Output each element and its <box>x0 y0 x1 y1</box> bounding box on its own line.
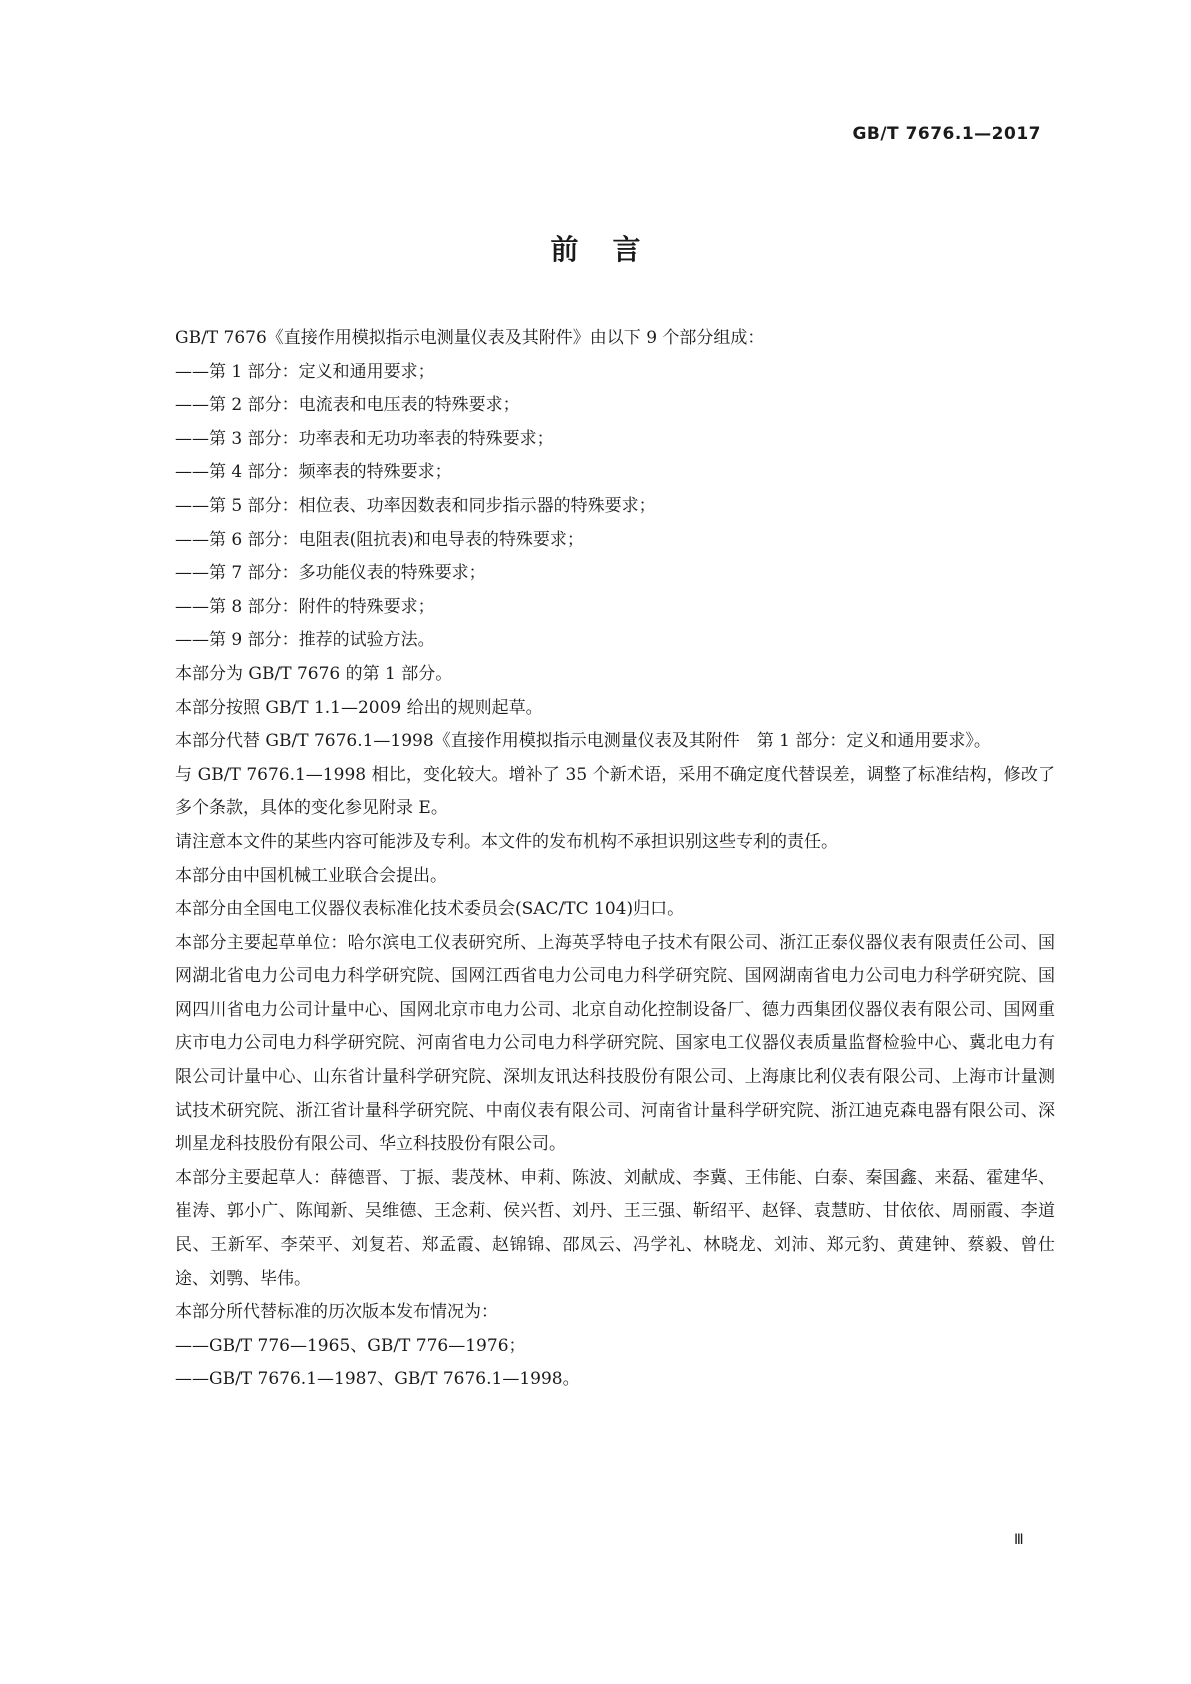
list-item-part-2: ——第 2 部分：电流表和电压表的特殊要求； <box>175 395 520 416</box>
page-title: 前言 <box>550 233 675 266</box>
list-item-part-4: ——第 4 部分：频率表的特殊要求； <box>175 462 452 483</box>
paragraph-drafters: 本部分主要起草人：薛德晋、丁振、裴茂林、申莉、陈波、刘献成、李冀、王伟能、白泰、秦国鑫、来磊、霍建华、崔涛、郭小广、陈闻新、吴维德、王念莉、侯兴哲、刘丹、王三强、靳绍平、赵铎、袁慧昉、甘依依、周丽霞、李道民、王新军、李荣平、刘复若、郑孟霞、赵锦锦、邵凤云、冯学礼、林晓龙、刘沛、郑元豹、黄建钟、蔡毅、曾仕途、刘鹗、毕伟。 <box>175 1167 1055 1289</box>
paragraph-proposed-by: 本部分由中国机械工业联合会提出。 <box>175 865 447 886</box>
list-item-history-1: ——GB/T 776—1965、GB/T 776—1976； <box>175 1335 526 1356</box>
paragraph-centralized-by: 本部分由全国电工仪器仪表标准化技术委员会(SAC/TC 104)归口。 <box>175 899 685 920</box>
foreword-body <box>175 322 1055 1397</box>
paragraph-drafting-rules: 本部分按照 GB/T 1.1—2009 给出的规则起草。 <box>175 697 543 718</box>
list-item-part-7: ——第 7 部分：多功能仪表的特殊要求； <box>175 563 486 584</box>
list-item-history-2: ——GB/T 7676.1—1987、GB/T 7676.1—1998。 <box>175 1369 580 1390</box>
page-number: Ⅲ <box>1014 1532 1023 1548</box>
standard-code: GB/T 7676.1—2017 <box>852 124 1041 144</box>
paragraph-replaces: 本部分代替 GB/T 7676.1—1998《直接作用模拟指示电测量仪表及其附件 第 1 部分：定义和通用要求》。 <box>175 731 991 752</box>
list-item-part-1: ——第 1 部分：定义和通用要求； <box>175 361 435 382</box>
list-item-part-9: ——第 9 部分：推荐的试验方法。 <box>175 630 435 651</box>
paragraph-changes: 与 GB/T 7676.1—1998 相比，变化较大。增补了 35 个新术语，采用不确定度代替误差，调整了标准结构，修改了多个条款，具体的变化参见附录 E。 <box>175 764 1055 819</box>
paragraph-part-statement: 本部分为 GB/T 7676 的第 1 部分。 <box>175 663 453 684</box>
paragraph-drafting-units: 本部分主要起草单位：哈尔滨电工仪表研究所、上海英孚特电子技术有限公司、浙江正泰仪器仪表有限责任公司、国网湖北省电力公司电力科学研究院、国网江西省电力公司电力科学研究院、国网湖南省电力公司电力科学研究院、国网四川省电力公司计量中心、国网北京市电力公司、北京自动化控制设备厂、德力西集团仪器仪表有限公司、国网重庆市电力公司电力科学研究院、河南省电力公司电力科学研究院、国家电工仪器仪表质量监督检验中心、冀北电力有限公司计量中心、山东省计量科学研究院、深圳友讯达科技股份有限公司、上海康比利仪表有限公司、上海市计量测试技术研究院、浙江省计量科学研究院、中南仪表有限公司、河南省计量科学研究院、浙江迪克森电器有限公司、深圳星龙科技股份有限公司、华立科技股份有限公司。 <box>175 932 1055 1155</box>
list-item-part-6: ——第 6 部分：电阻表(阻抗表)和电导表的特殊要求； <box>175 529 584 550</box>
list-item-part-5: ——第 5 部分：相位表、功率因数表和同步指示器的特殊要求； <box>175 495 656 516</box>
paragraph-patent-notice: 请注意本文件的某些内容可能涉及专利。本文件的发布机构不承担识别这些专利的责任。 <box>175 831 838 852</box>
list-item-part-8: ——第 8 部分：附件的特殊要求； <box>175 596 435 617</box>
list-item-part-3: ——第 3 部分：功率表和无功功率表的特殊要求； <box>175 428 554 449</box>
paragraph-intro: GB/T 7676《直接作用模拟指示电测量仪表及其附件》由以下 9 个部分组成： <box>175 328 765 348</box>
paragraph-history-intro: 本部分所代替标准的历次版本发布情况为： <box>175 1302 498 1323</box>
